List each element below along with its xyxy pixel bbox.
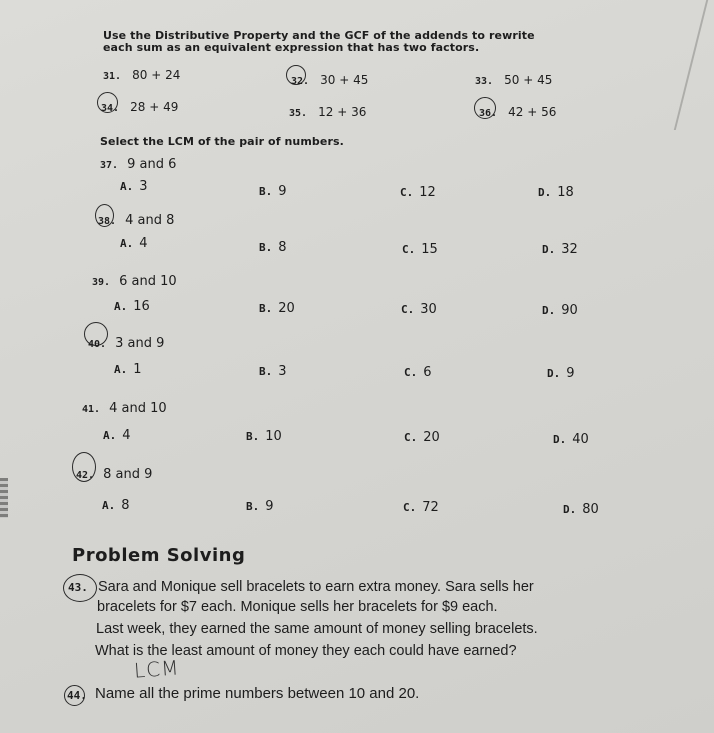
option-value: 90 bbox=[561, 303, 578, 318]
question-37 bbox=[100, 153, 176, 172]
option-value: 8 bbox=[121, 498, 130, 513]
adjacent-page-scrap bbox=[0, 478, 8, 518]
option-value: 10 bbox=[265, 429, 282, 444]
option-value: 30 bbox=[420, 302, 437, 317]
option-39-b[interactable] bbox=[259, 297, 295, 316]
option-letter: C. bbox=[404, 366, 418, 379]
option-letter: D. bbox=[563, 503, 577, 516]
option-41-c[interactable] bbox=[404, 426, 440, 445]
option-letter: B. bbox=[259, 185, 273, 198]
item-36 bbox=[479, 101, 556, 120]
option-letter: D. bbox=[542, 243, 556, 256]
question-number: 41. bbox=[82, 404, 101, 415]
option-42-a[interactable] bbox=[102, 494, 130, 513]
option-40-a[interactable] bbox=[114, 358, 142, 377]
question-prompt: 9 and 6 bbox=[127, 157, 177, 172]
option-letter: B. bbox=[259, 302, 273, 315]
item-33 bbox=[475, 69, 552, 88]
option-letter: C. bbox=[403, 501, 417, 514]
question-39 bbox=[92, 270, 177, 289]
option-38-c[interactable] bbox=[402, 238, 438, 257]
option-letter: B. bbox=[246, 500, 260, 513]
item-number: 33. bbox=[475, 76, 494, 87]
option-letter: B. bbox=[259, 241, 273, 254]
option-value: 4 bbox=[139, 236, 148, 251]
question-number: 37. bbox=[100, 160, 119, 171]
option-value: 72 bbox=[422, 500, 439, 515]
question-prompt: 8 and 9 bbox=[103, 467, 153, 482]
option-letter: C. bbox=[402, 243, 416, 256]
option-39-d[interactable] bbox=[542, 299, 578, 318]
section1-instruction-line2: each sum as an equivalent expression that has two factors. bbox=[103, 41, 480, 54]
item-number: 36. bbox=[479, 108, 498, 119]
option-value: 20 bbox=[278, 301, 295, 316]
option-41-a[interactable] bbox=[103, 424, 131, 443]
option-letter: D. bbox=[553, 433, 567, 446]
option-42-b[interactable] bbox=[246, 495, 274, 514]
item-expression: 80 + 24 bbox=[132, 68, 181, 82]
section2-instruction: Select the LCM of the pair of numbers. bbox=[100, 135, 344, 148]
question-42 bbox=[76, 463, 152, 482]
item-number: 32. bbox=[291, 76, 310, 87]
question-number: 42. bbox=[76, 470, 95, 481]
option-41-d[interactable] bbox=[553, 428, 589, 447]
option-41-b[interactable] bbox=[246, 425, 282, 444]
option-40-d[interactable] bbox=[547, 362, 575, 381]
question-43-line2: bracelets for $7 each. Monique sells her bracelets for $9 each. bbox=[97, 599, 498, 615]
question-prompt: 4 and 10 bbox=[109, 401, 167, 416]
option-letter: B. bbox=[259, 365, 273, 378]
question-prompt: 6 and 10 bbox=[119, 274, 177, 289]
item-expression: 12 + 36 bbox=[318, 105, 367, 119]
question-43-line3: Last week, they earned the same amount of money selling bracelets. bbox=[96, 621, 538, 637]
option-37-c[interactable] bbox=[400, 181, 436, 200]
option-letter: C. bbox=[404, 431, 418, 444]
item-number: 35. bbox=[289, 108, 308, 119]
option-40-b[interactable] bbox=[259, 360, 287, 379]
option-value: 8 bbox=[278, 240, 287, 255]
option-value: 15 bbox=[421, 242, 438, 257]
option-value: 12 bbox=[419, 185, 436, 200]
option-value: 16 bbox=[133, 299, 150, 314]
question-43-line1: Sara and Monique sell bracelets to earn extra money. Sara sells her bbox=[98, 579, 534, 595]
item-35 bbox=[289, 101, 366, 120]
option-38-d[interactable] bbox=[542, 238, 578, 257]
option-letter: D. bbox=[538, 186, 552, 199]
problem-solving-heading: Problem Solving bbox=[72, 545, 246, 566]
option-letter: D. bbox=[542, 304, 556, 317]
question-44-text: Name all the prime numbers between 10 and 20. bbox=[95, 685, 420, 702]
option-value: 9 bbox=[265, 499, 274, 514]
question-40 bbox=[88, 332, 164, 351]
section1-instruction-line1: Use the Distributive Property and the GCF of the addends to rewrite bbox=[103, 29, 535, 42]
option-38-b[interactable] bbox=[259, 236, 287, 255]
question-prompt: 3 and 9 bbox=[115, 336, 165, 351]
option-value: 20 bbox=[423, 430, 440, 445]
option-value: 4 bbox=[122, 428, 131, 443]
question-43-number: 43. bbox=[68, 581, 88, 594]
question-44-number: 44. bbox=[67, 689, 87, 702]
option-letter: B. bbox=[246, 430, 260, 443]
option-letter: A. bbox=[120, 180, 134, 193]
item-number: 31. bbox=[103, 71, 122, 82]
handwritten-note-lcm: LCM bbox=[133, 655, 181, 683]
option-37-d[interactable] bbox=[538, 181, 574, 200]
option-value: 3 bbox=[139, 179, 148, 194]
option-value: 18 bbox=[557, 185, 574, 200]
option-42-d[interactable] bbox=[563, 498, 599, 517]
option-value: 3 bbox=[278, 364, 287, 379]
option-value: 9 bbox=[278, 184, 287, 199]
option-letter: C. bbox=[401, 303, 415, 316]
option-value: 9 bbox=[566, 366, 575, 381]
item-expression: 30 + 45 bbox=[320, 73, 369, 87]
option-letter: A. bbox=[114, 363, 128, 376]
option-value: 40 bbox=[572, 432, 589, 447]
question-41 bbox=[82, 397, 167, 416]
question-43-line4: What is the least amount of money they each could have earned? bbox=[95, 643, 517, 659]
question-number: 38. bbox=[98, 216, 117, 227]
item-expression: 50 + 45 bbox=[504, 73, 553, 87]
question-38 bbox=[98, 209, 174, 228]
option-37-a[interactable] bbox=[120, 175, 148, 194]
item-expression: 28 + 49 bbox=[130, 100, 179, 114]
paper-edge bbox=[674, 0, 708, 130]
item-31 bbox=[103, 64, 180, 83]
option-letter: D. bbox=[547, 367, 561, 380]
question-number: 39. bbox=[92, 277, 111, 288]
item-34 bbox=[101, 96, 178, 115]
item-32 bbox=[291, 69, 368, 88]
option-letter: A. bbox=[103, 429, 117, 442]
item-expression: 42 + 56 bbox=[508, 105, 557, 119]
item-number: 34. bbox=[101, 103, 120, 114]
option-letter: A. bbox=[102, 499, 116, 512]
option-letter: C. bbox=[400, 186, 414, 199]
option-value: 32 bbox=[561, 242, 578, 257]
option-42-c[interactable] bbox=[403, 496, 439, 515]
option-40-c[interactable] bbox=[404, 361, 432, 380]
option-value: 80 bbox=[582, 502, 599, 517]
option-value: 1 bbox=[133, 362, 142, 377]
option-value: 6 bbox=[423, 365, 432, 380]
option-letter: A. bbox=[114, 300, 128, 313]
option-39-c[interactable] bbox=[401, 298, 437, 317]
option-39-a[interactable] bbox=[114, 295, 150, 314]
option-38-a[interactable] bbox=[120, 232, 148, 251]
question-prompt: 4 and 8 bbox=[125, 213, 175, 228]
option-letter: A. bbox=[120, 237, 134, 250]
option-37-b[interactable] bbox=[259, 180, 287, 199]
question-number: 40. bbox=[88, 339, 107, 350]
